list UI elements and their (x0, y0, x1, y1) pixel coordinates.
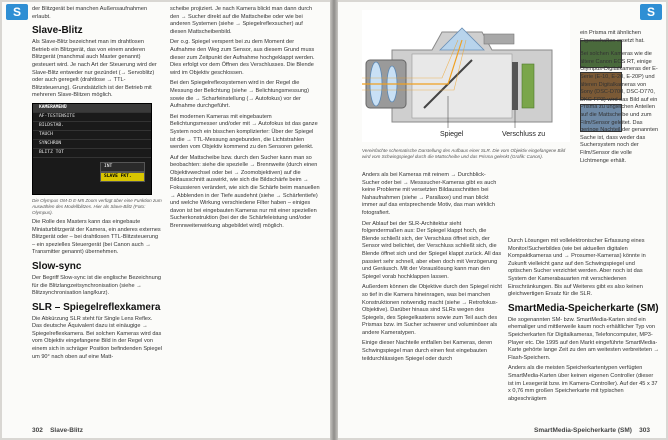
menu-header: KAMERAMENÜ (33, 104, 151, 113)
right-footer (534, 427, 650, 434)
master-text: Die Rolle des Masters kann das eingebaute Miniaturblitzgerät der Kamera, ein anderes externes Blitzgerät oder – bei drahtlosen TTL-Blitzsteuerung – ein spezielles Steuergerät (bei Canon auch → Transmitter genannt) übernehmen. (32, 218, 161, 256)
menu-option-selected: SLAVE FKT. (100, 172, 145, 182)
paragraph: Bei modernen Kameras mit eingebautem Belichtungsmesser und/oder mit → Autofokus ist das ganze System noch ein bisschen komplizierter: Über der Spiegel ist die → TTL-Messung angebunden, die Lichtstrahlen werden vom Objektiv kommend zu den Sensoren gelenkt. (170, 113, 318, 151)
paragraph: Anders als bei Kameras mit reinem → Durchblick-Sucher oder bei → Messsucher-Kameras gibt es auch keine Probleme mit versetzten Bildausschnitten bei Nahaufnahmen (siehe → Parallaxe) und man blickt immer auf das entsprechende Motiv, das man wirklich fotografiert. (362, 172, 497, 216)
label-mirror: Spiegel (440, 131, 464, 138)
left-page (2, 2, 330, 438)
paragraph: scheibe projiziert. Je nach Kamera blickt man dann durch den → Sucher direkt auf die Mattscheibe oder wie bei anderen Systemen (siehe → Spiegelreflexsucher) auf diesen Mattscheibenbild. (170, 6, 313, 35)
paragraph: Bei den Spiegelreflexsystemen wird in der Regel die Messung der Belichtung (siehe → Belichtungsmessung) sowie die → Scharfeinstellung (→ Autofokus) vor der Aufnahme durchgeführt. (170, 80, 309, 110)
heading-smartmedia: SmartMedia-Speicherkarte (SM) (508, 302, 659, 314)
paragraph: Auf der Mattscheibe bzw. durch den Sucher kann man so beobachten: siehe die spezielle → Brennweite (durch einen Objektivwechsel oder bei → Zoomobjektiven) auf die Bildausschnitt auswirkt, wie sich die Bildschärfe beim → Fokussieren verändert, wie sich die Schärfe beim manuellen → Abblenden in der Tiefe ausdehnt (siehe → Schärfentiefe) und welche Wirkung verschiedene Filter haben – einiges davon ist bei eingebauten Kameras nur mit einer speziellen Sucherkonstruktion (bei der die Schärfeleistung und/oder Brennweitenwirkung abgebildet wird) möglich. (170, 154, 320, 230)
heading-slow-sync: Slow-sync (32, 260, 82, 272)
camera-menu-screenshot (32, 103, 152, 195)
heading-slr: SLR – Spiegelreflexkamera (32, 301, 161, 313)
section-tab-right: S (640, 4, 662, 20)
menu-row: BILDSTAB. (33, 122, 151, 131)
menu-row: SYNCHRON (33, 140, 151, 149)
left-column-2 (170, 6, 320, 234)
paragraph: Außerdem können die Objektive durch den Spiegel nicht so tief in die Kamera hineinragen, was bei manchen Konstruktionen notwendig macht (siehe → Retrofokus-Objektive). Darüber hinaus sind SLRs wegen des Spiegels, des Spiegelkastens sowie zum Teil auch des Prismas bzw. im Sucher schwerer und voluminöser als andere Kameratypen. (362, 284, 502, 336)
page-number: 302 (32, 427, 43, 434)
paragraph: Einige dieser Nachteile entfallen bei Kameras, deren Schwingspiegel man durch einen fest eingebauten teildurchlässigen Spiegel oder durch (362, 340, 493, 362)
menu-row: BLITZ TOT (33, 149, 151, 158)
diagram-caption: Vereinfachte schematische Darstellung des Aufbaus einer SLR. Die vom Objektiv eingefangene Bild wird vom Schwingspiegel durch die Mattscheibe und das Prisma gelenkt (Grafik: Canon). (362, 148, 566, 159)
screenshot-caption: Die Olympus OM-D E-M5 Zoom verfügt über eine Funktion zum Auswählen des Modellblitzes. Hier als Slave-Blitz (Foto: Olympus). (32, 197, 162, 215)
intro-text: der Blitzgerät bei manchen Außensaufnahmen erlaubt. (32, 6, 148, 20)
right-column-1 (362, 172, 502, 366)
left-column-1 (32, 6, 162, 364)
paragraph: Der o.g. Spiegel versperrt bei zu dem Moment der Aufnahme den Weg zum Sensor, aus diesem Grund muss dieser zum Zeitpunkt der Aufnahme hochgeklappt werden. Dies erfolgt vor dem Öffnen des Verschlusses. Die Blende wird im Objektiv geschlossen. (170, 39, 315, 76)
smartmedia-text-2: Anders als die meisten Speicherkartentypen verfügten SmartMedia-Karten über keinen eigenen Controller (dieser ist im Lesegerät bzw. im Kamera-Controller). Auf der 45 x 37 x 0,76 mm großen Speicherkarte mit typischen abgeschrägtem (508, 365, 658, 402)
paragraph: Durch Lösungen mit vollelektronischer Erfassung eines Monitor/Sucherbildes (wie bei aktuellen digitalen Kompaktkameras und → Prosumer-Kameras) könnte in Zukunft vielleicht ganz auf den Schwingspiegel und optischen Sucher verzichtet werden. Aber noch ist das System der Kamerabauarten mit verschiedenen Einschränkungen. Bis auf Weiteres gibt es also keinen gleichwertigen Ersatz für die SLR. (508, 238, 646, 298)
right-column-2 (508, 30, 660, 168)
menu-row: TAUCH (33, 131, 151, 140)
right-column-2-lower (508, 238, 660, 406)
running-title: SmartMedia-Speicherkarte (SM) (534, 427, 632, 434)
menu-option: INT (100, 162, 145, 172)
running-title: Slave-Blitz (50, 427, 83, 434)
paragraph: Der Ablauf bei der SLR-Architektur sieht folgendermaßen aus: Der Spiegel klappt hoch, die Blende schließt sich, der Verschluss öffnet sich, der Sensor wird belichtet, der Verschluss schließt sich, die Blende öffnet sich und der Spiegel klappt zurück. All das passiert sehr schnell, aber eben doch mit Verzögerung und Geräusch. Mit der Vorauslösung kann man den Spiegel vorab hochklappen lassen. (362, 220, 502, 280)
label-shutter: Verschluss zu (502, 131, 546, 138)
smartmedia-text: Die sogenannten SM- bzw. SmartMedia-Karten sind ein ehemaliger und mittlerweile kaum noch erhältlicher Typ von Speicherkarten für Digitalkameras, Telefoncomputer, MP3-Player etc. Die 1995 auf den Markt eingeführte SmartMedia-Karte gehörte lange Zeit zu den am weitesten verbreiteten → Flash-Speichern. (508, 316, 660, 361)
heading-slave-blitz: Slave-Blitz (32, 25, 83, 37)
left-footer (32, 427, 83, 434)
slave-text: Als Slave-Blitz bezeichnet man im drahtlosen Betrieb ein Blitzgerät, das von einem anderen Blitzgerät (manchmal auch Master genannt) gesteuert wird. Je nach Art der Steuerung wird der Slave-Blitz entweder nur gezündet (→ Servoblitz) oder auch geregelt (drahtlose → TTL-Blitzsteuerung). Grundsätzlich ist der Betrieb mit mehreren Slave-Blitzen möglich. (32, 39, 157, 99)
section-tab-left: S (6, 4, 28, 20)
slow-sync-text: Der Begriff Slow-sync ist die englische Bezeichnung für die Blitzlangzeitsynchronisation (siehe → Blitzsynchronisation lang/kurz). (32, 274, 161, 297)
book-gutter (330, 0, 338, 440)
paragraph: Bei solchen Kameras wie die ältere Canon EOS RT, einige Olympus-Digitalkameras der E-Serie (E-10, E-20, E-20P) und älteren Digitalkameras von Sony (DSC-D700, DSC-D770, DKC-FP3) wird das Bild auf ein Prisma zu ungleichen Anteilen auf die Mattscheibe und zum Film/Sensor geleitet. Das geringe Nachteil der genannten Sache ist, dass weder das Suchersystem noch der Film/Sensor die volle Lichtmenge erhält. (580, 51, 659, 164)
page-number: 303 (639, 427, 650, 434)
slr-text: Die Abkürzung SLR steht für Single Lens Reflex. Das deutsche Äquivalent dazu ist einäugige → Spiegelreflexkamera. Bei solchen Kameras wird das vom Objektiv eingefangene Bild in der Regel von einem sich in schräger Position befindenden Spiegel um 90° nach oben auf eine Matt- (32, 315, 162, 360)
paragraph: ein Prisma mit ähnlichen Eigenschaften ersetzt hat. (580, 30, 645, 44)
menu-row: AF-TESTENSITE (33, 113, 151, 122)
right-page (338, 2, 666, 438)
